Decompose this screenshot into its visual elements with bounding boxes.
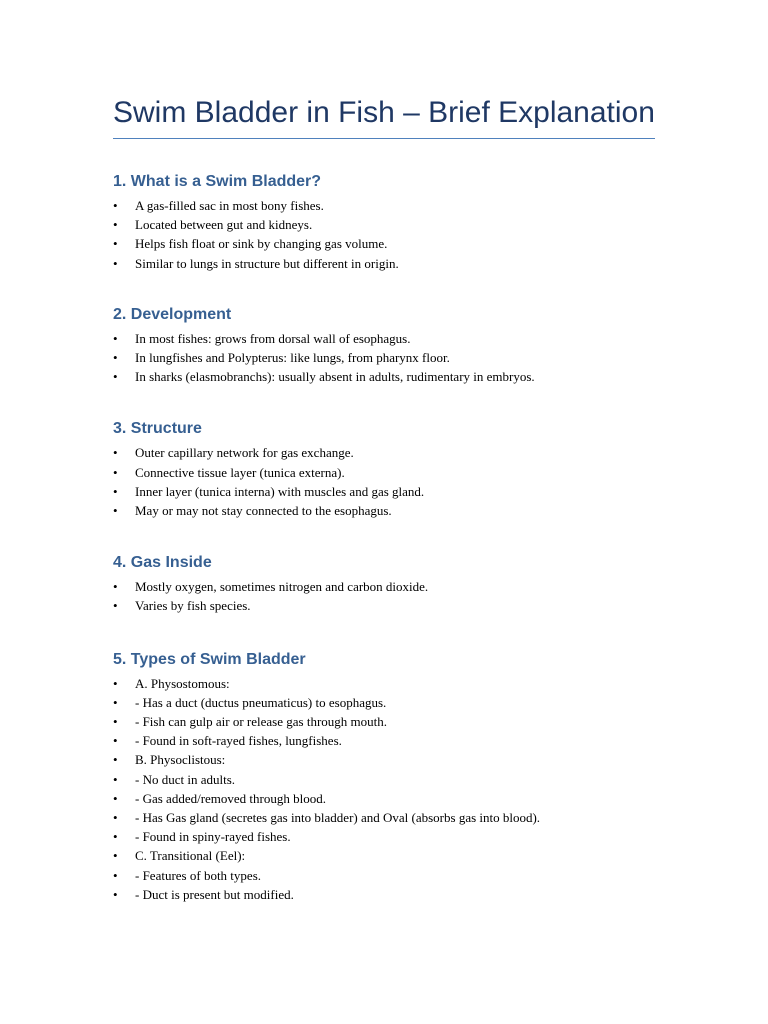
list-item (113, 329, 655, 348)
list-item (113, 866, 655, 885)
list-item-text: - Features of both types. (135, 867, 262, 883)
list-item-text: - Found in spiny-rayed fishes. (135, 829, 291, 845)
list-item (113, 234, 655, 253)
bullet-icon: • (113, 217, 118, 233)
bullet-icon: • (113, 255, 118, 271)
list-item-text: Outer capillary network for gas exchange. (135, 445, 354, 461)
list-item-text: - Found in soft-rayed fishes, lungfishes. (135, 733, 342, 749)
list-item-text: A gas-filled sac in most bony fishes. (135, 198, 324, 213)
bullet-icon: • (113, 771, 118, 787)
section-heading: 1. What is a Swim Bladder? (113, 173, 322, 190)
bullet-list (113, 577, 655, 615)
bullet-icon: • (113, 350, 118, 366)
bullet-list (113, 674, 655, 904)
list-item-text: Inner layer (tunica interna) with muscles and gas gland. (135, 483, 425, 499)
list-item (113, 731, 655, 750)
list-item-text: Mostly oxygen, sometimes nitrogen and carbon dioxide. (135, 579, 429, 595)
section-heading: 2. Development (113, 305, 232, 323)
bullet-icon: • (113, 886, 118, 902)
list-item (113, 196, 655, 215)
bullet-icon: • (113, 369, 118, 385)
bullet-list (113, 329, 655, 387)
bullet-icon: • (113, 483, 118, 499)
list-item (113, 750, 655, 769)
bullet-icon: • (113, 848, 118, 864)
list-item (113, 789, 655, 808)
bullet-icon: • (113, 829, 118, 845)
list-item (113, 693, 655, 712)
list-item-text: - No duct in adults. (135, 771, 236, 787)
bullet-list (113, 443, 655, 520)
bullet-icon: • (113, 752, 118, 768)
list-item-text: Located between gut and kidneys. (135, 217, 313, 233)
list-item (113, 596, 655, 615)
list-item-text: - Has Gas gland (secretes gas into bladder) and Oval (absorbs gas into blood). (135, 810, 541, 826)
list-item-text: A. Physostomous: (135, 675, 230, 691)
bullet-list (113, 196, 655, 273)
list-item-text: B. Physoclistous: (135, 752, 226, 768)
list-item (113, 254, 655, 273)
bullet-icon: • (113, 236, 118, 252)
list-item (113, 827, 655, 846)
section-structure (113, 419, 655, 520)
bullet-icon: • (113, 714, 118, 730)
bullet-icon: • (113, 198, 118, 213)
bullet-icon: • (113, 330, 118, 346)
list-item-text: Varies by fish species. (135, 598, 251, 614)
list-item (113, 577, 655, 596)
section-types-of-swim-bladder (113, 650, 655, 904)
bullet-icon: • (113, 733, 118, 749)
list-item (113, 443, 655, 462)
list-item-text: In lungfishes and Polypterus: like lungs, from pharynx floor. (135, 350, 450, 366)
section-development (113, 305, 655, 387)
list-item (113, 846, 655, 865)
list-item (113, 808, 655, 827)
list-item (113, 770, 655, 789)
list-item-text: - Gas added/removed through blood. (135, 790, 326, 806)
list-item-text: In sharks (elasmobranchs): usually absent in adults, rudimentary in embryos. (135, 369, 535, 385)
list-item-text: - Fish can gulp air or release gas through mouth. (135, 714, 387, 730)
list-item (113, 674, 655, 693)
bullet-icon: • (113, 810, 118, 826)
document-page (113, 94, 655, 904)
bullet-icon: • (113, 503, 118, 519)
list-item-text: May or may not stay connected to the esophagus. (135, 503, 392, 519)
list-item-text: C. Transitional (Eel): (135, 848, 246, 864)
list-item (113, 348, 655, 367)
list-item (113, 885, 655, 904)
bullet-icon: • (113, 675, 118, 691)
section-what-is-swim-bladder (113, 172, 655, 273)
bullet-icon: • (113, 790, 118, 806)
bullet-icon: • (113, 867, 118, 883)
list-item-text: Similar to lungs in structure but different in origin. (135, 255, 399, 271)
bullet-icon: • (113, 598, 118, 614)
section-heading: 3. Structure (113, 420, 202, 438)
document-title: Swim Bladder in Fish – Brief Explanation (113, 94, 655, 139)
bullet-icon: • (113, 579, 118, 595)
list-item (113, 463, 655, 482)
list-item (113, 501, 655, 520)
bullet-icon: • (113, 445, 118, 461)
bullet-icon: • (113, 464, 118, 480)
list-item (113, 215, 655, 234)
list-item (113, 712, 655, 731)
section-heading: 5. Types of Swim Bladder (113, 650, 306, 668)
list-item-text: - Duct is present but modified. (135, 886, 294, 902)
list-item (113, 482, 655, 501)
list-item-text: - Has a duct (ductus pneumaticus) to esophagus. (135, 694, 387, 710)
section-heading: 4. Gas Inside (113, 554, 212, 572)
list-item-text: In most fishes: grows from dorsal wall of esophagus. (135, 330, 411, 346)
list-item (113, 367, 655, 386)
bullet-icon: • (113, 694, 118, 710)
section-gas-inside (113, 553, 655, 615)
list-item-text: Connective tissue layer (tunica externa). (135, 464, 345, 480)
list-item-text: Helps fish float or sink by changing gas volume. (135, 236, 388, 252)
